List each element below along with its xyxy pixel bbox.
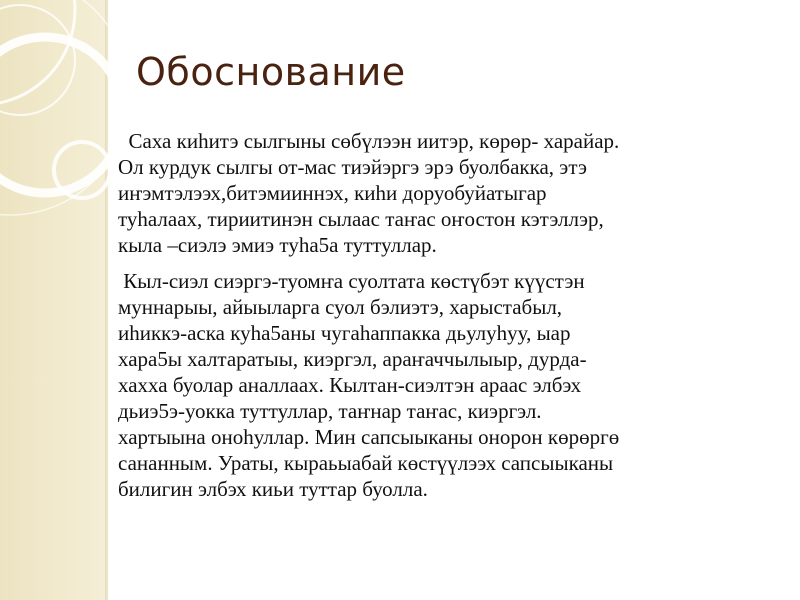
text-line: кыла –сиэлэ эмиэ туһа5а туттуллар. bbox=[118, 233, 437, 257]
slide-title: Обоснование bbox=[136, 50, 406, 94]
text-line: хара5ы халтаратыы, киэргэл, араҥаччылыыр, дурда- bbox=[118, 347, 587, 371]
text-line: Ол курдук сылгы от-мас тиэйэргэ эрэ буолбакка, этэ bbox=[118, 155, 588, 179]
text-line: Кыл-сиэл сиэргэ-туомҥа суолтата көстүбэт күүстэн bbox=[118, 269, 585, 293]
text-line: дьиэ5э-уокка туттуллар, таҥнар таҥас, киэргэл. bbox=[118, 399, 542, 423]
text-line: иҥэмтэлээх,битэмииннэх, киһи доруобуйатыгар bbox=[118, 181, 547, 205]
ring-outer bbox=[0, 0, 130, 215]
text-line: хартыына оноһуллар. Мин сапсыыканы онорон көрөргө bbox=[118, 425, 620, 449]
text-line: сананным. Ураты, кыраьыабай көстүүлээх сапсыыканы bbox=[118, 451, 614, 475]
text-line: муннарыы, айыыларга суол бэлиэтэ, харыстабыл, bbox=[118, 295, 563, 319]
text-line: хахха буолар аналлаах. Кылтан-сиэлтэн араас элбэх bbox=[118, 373, 582, 397]
ring-top bbox=[0, 0, 75, 105]
paragraph-2 bbox=[118, 268, 778, 502]
text-line: билигин элбэх киьи туттар буолла. bbox=[118, 477, 428, 501]
text-line: Саха киһитэ сылгыны сөбүлээн иитэр, көрөр- харайар. bbox=[118, 129, 620, 153]
text-line: туһалаах, тириитинэн сылаас таҥас оҥостон кэтэллэр, bbox=[118, 207, 604, 231]
slide-body bbox=[118, 128, 778, 512]
paragraph-1 bbox=[118, 128, 778, 258]
text-line: иһиккэ-аска куһа5аны чугаһаппакка дьулуһуу, ыар bbox=[118, 321, 571, 345]
